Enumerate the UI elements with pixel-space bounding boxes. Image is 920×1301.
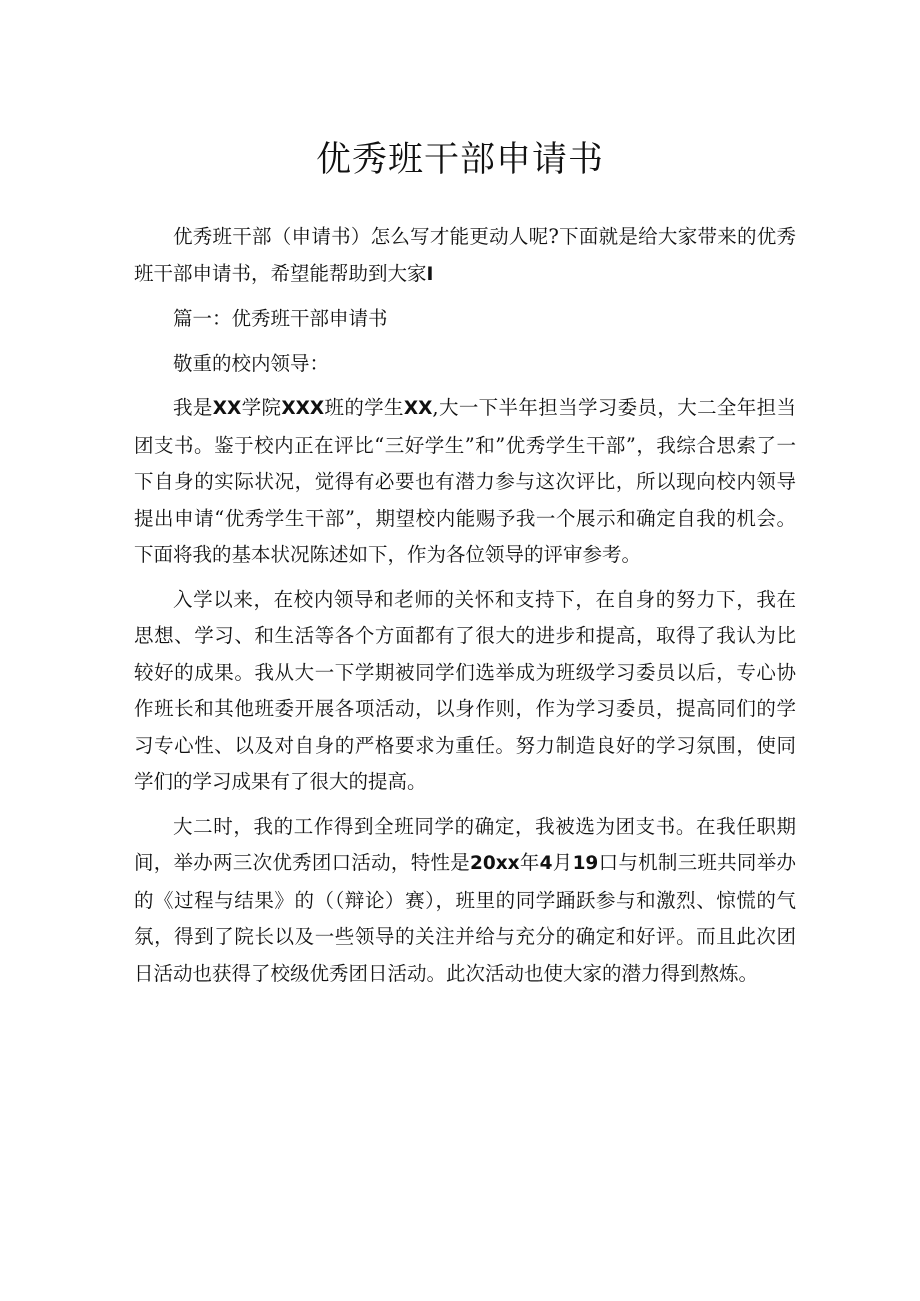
paragraph-league-secretary: 大二时，我的工作得到全班同学的确定，我被选为团支书。在我任职期间，举办两三次优秀团口活动，特性是20xx年4月19口与机制三班共同举办的《过程与结果》的（（辩论）赛），班里的同学踊跃参与和激烈、惊慌的气氛，得到了院长以及一些领导的关注并给与充分的确定和好评。而且此次团日活动也获得了校级优秀团日活动。此次活动也使大家的潜力得到熬炼。 (134, 814, 796, 985)
paragraph-achievements: 入学以来，在校内领导和老师的关怀和支持下，在自身的努力下，我在思想、学习、和生活等各个方面都有了很大的进步和提高，取得了我认为比较好的成果。我从大一下学期被同学们选举成为班级学习委员以后，专心协作班长和其他班委开展各项活动，以身作则，作为学习委员，提高同们的学习专心性、以及对自身的严格要求为重任。努力制造良好的学习氛围，使同学们的学习成果有了很大的提高。 (134, 587, 796, 793)
paragraph-self-introduction: 我是XX学院XXX班的学生XX,大一下半年担当学习委员，大二全年担当团支书。鉴于校内正在评比“三好学生”和”优秀学生干部”，我综合思索了一下自身的实际状况，觉得有必要也有潜力参与这次评比，所以现向校内领导提出申请“优秀学生干部”，期望校内能赐予我一个展示和确定自我的机会。下面将我的基本状况陈述如下，作为各位领导的评审参考。 (134, 396, 796, 566)
document-title: 优秀班干部申请书 (315, 140, 604, 180)
paragraph-section-heading: 篇一：优秀班干部申请书 (173, 307, 388, 330)
document-body (134, 219, 796, 1000)
paragraph-salutation: 敬重的校内领导： (173, 351, 330, 375)
paragraph-intro: 优秀班干部（申请书）怎么写才能更动人呢?下面就是给大家带来的优秀班干部申请书，希望能帮助到大家I (134, 225, 796, 285)
